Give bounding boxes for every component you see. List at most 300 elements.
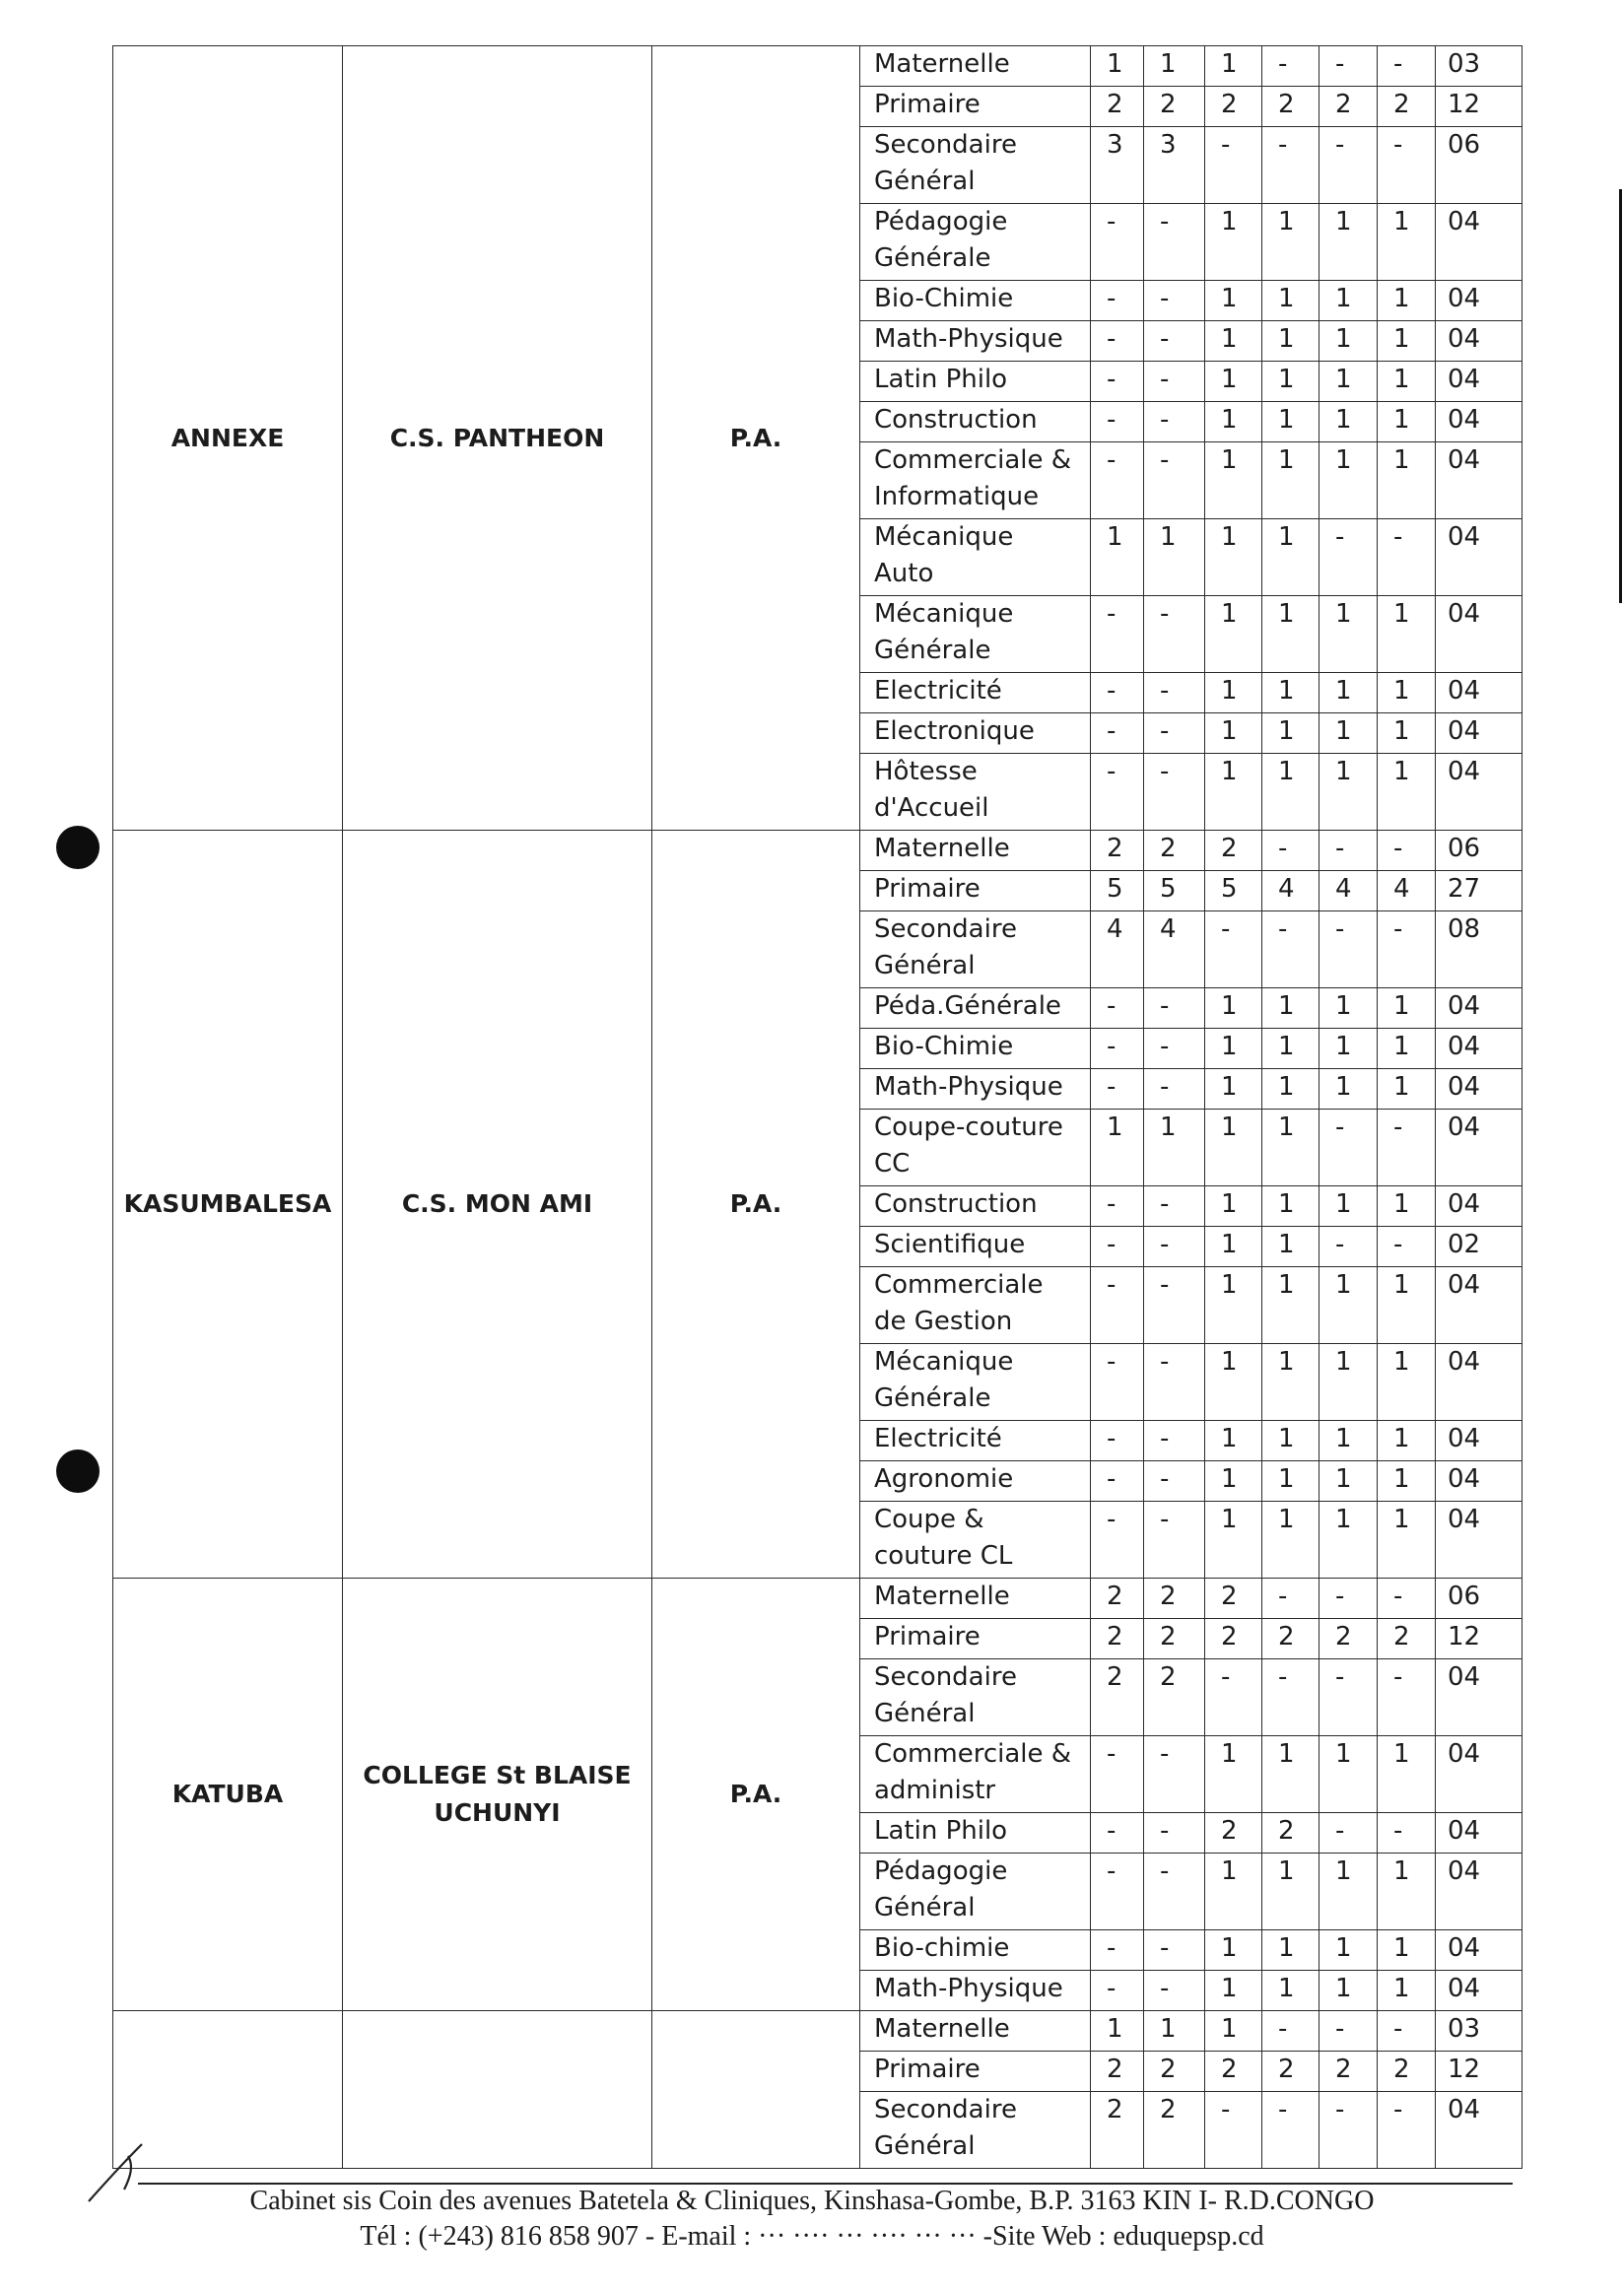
class-count-cell: -: [1091, 1461, 1144, 1502]
section-cell: Latin Philo: [860, 362, 1091, 402]
table-row: [113, 2011, 1522, 2052]
total-cell: 04: [1436, 1186, 1522, 1227]
class-count-cell: 1: [1320, 1069, 1378, 1110]
class-count-cell: 1: [1320, 673, 1378, 713]
class-count-cell: 2: [1091, 87, 1144, 127]
page-edge-mark: [1619, 189, 1622, 603]
class-count-cell: 2: [1205, 1579, 1262, 1619]
class-count-cell: 5: [1144, 871, 1205, 911]
class-count-cell: -: [1091, 754, 1144, 831]
class-count-cell: -: [1144, 321, 1205, 362]
total-cell: 12: [1436, 1619, 1522, 1659]
class-count-cell: -: [1144, 988, 1205, 1029]
class-count-cell: 1: [1262, 754, 1320, 831]
school-sections-table: [112, 45, 1522, 2169]
class-count-cell: 1: [1378, 713, 1436, 754]
class-count-cell: -: [1144, 1930, 1205, 1971]
class-count-cell: 1: [1144, 519, 1205, 596]
section-cell: Pédagogie Général: [860, 1854, 1091, 1930]
total-cell: 04: [1436, 204, 1522, 281]
class-count-cell: -: [1320, 519, 1378, 596]
class-count-cell: 1: [1205, 1502, 1262, 1579]
class-count-cell: 2: [1320, 87, 1378, 127]
class-count-cell: 1: [1262, 988, 1320, 1029]
section-cell: Pédagogie Générale: [860, 204, 1091, 281]
class-count-cell: -: [1205, 911, 1262, 988]
class-count-cell: 1: [1320, 204, 1378, 281]
class-count-cell: 2: [1205, 1619, 1262, 1659]
class-count-cell: 1: [1320, 1930, 1378, 1971]
class-count-cell: -: [1091, 1502, 1144, 1579]
class-count-cell: 1: [1320, 713, 1378, 754]
class-count-cell: 2: [1144, 1659, 1205, 1736]
class-count-cell: 2: [1091, 1619, 1144, 1659]
total-cell: 08: [1436, 911, 1522, 988]
section-cell: Primaire: [860, 87, 1091, 127]
class-count-cell: -: [1262, 1579, 1320, 1619]
total-cell: 04: [1436, 1421, 1522, 1461]
class-count-cell: 2: [1144, 87, 1205, 127]
section-cell: Primaire: [860, 871, 1091, 911]
school-cell: C.S. MON AMI: [343, 831, 652, 1579]
class-count-cell: 2: [1262, 87, 1320, 127]
class-count-cell: 1: [1205, 713, 1262, 754]
total-cell: 04: [1436, 1110, 1522, 1186]
total-cell: 04: [1436, 321, 1522, 362]
regime-cell: [652, 2011, 860, 2169]
class-count-cell: 2: [1144, 1619, 1205, 1659]
class-count-cell: 1: [1205, 1227, 1262, 1267]
class-count-cell: 1: [1320, 1461, 1378, 1502]
section-cell: Secondaire Général: [860, 1659, 1091, 1736]
class-count-cell: 1: [1262, 596, 1320, 673]
class-count-cell: -: [1091, 442, 1144, 519]
regime-cell: P.A.: [652, 831, 860, 1579]
section-cell: Secondaire Général: [860, 127, 1091, 204]
class-count-cell: 1: [1205, 1930, 1262, 1971]
footer-address: Cabinet sis Coin des avenues Batetela & Cliniques, Kinshasa-Gombe, B.P. 3163 KIN I- R.D.CONGO: [249, 2186, 1375, 2216]
class-count-cell: 1: [1320, 321, 1378, 362]
class-count-cell: 1: [1205, 1110, 1262, 1186]
class-count-cell: 1: [1378, 1930, 1436, 1971]
section-cell: Electronique: [860, 713, 1091, 754]
class-count-cell: -: [1378, 1110, 1436, 1186]
class-count-cell: 2: [1091, 1659, 1144, 1736]
class-count-cell: 1: [1378, 402, 1436, 442]
section-cell: Mécanique Générale: [860, 596, 1091, 673]
total-cell: 06: [1436, 1579, 1522, 1619]
class-count-cell: 1: [1378, 1854, 1436, 1930]
class-count-cell: -: [1091, 402, 1144, 442]
class-count-cell: -: [1091, 1344, 1144, 1421]
total-cell: 03: [1436, 2011, 1522, 2052]
class-count-cell: 1: [1320, 1421, 1378, 1461]
total-cell: 04: [1436, 1502, 1522, 1579]
class-count-cell: 1: [1262, 1227, 1320, 1267]
class-count-cell: -: [1091, 1854, 1144, 1930]
class-count-cell: -: [1378, 1813, 1436, 1854]
class-count-cell: -: [1144, 754, 1205, 831]
class-count-cell: 2: [1262, 2052, 1320, 2092]
section-cell: Péda.Générale: [860, 988, 1091, 1029]
class-count-cell: -: [1320, 2011, 1378, 2052]
class-count-cell: 2: [1320, 2052, 1378, 2092]
class-count-cell: 1: [1320, 1854, 1378, 1930]
class-count-cell: 1: [1262, 1344, 1320, 1421]
section-cell: Scientifique: [860, 1227, 1091, 1267]
total-cell: 04: [1436, 442, 1522, 519]
class-count-cell: 1: [1262, 1971, 1320, 2011]
section-cell: Math-Physique: [860, 1971, 1091, 2011]
class-count-cell: -: [1320, 831, 1378, 871]
class-count-cell: -: [1144, 1813, 1205, 1854]
section-cell: Maternelle: [860, 46, 1091, 87]
class-count-cell: 1: [1378, 362, 1436, 402]
section-cell: Agronomie: [860, 1461, 1091, 1502]
class-count-cell: -: [1144, 1186, 1205, 1227]
class-count-cell: 1: [1205, 2011, 1262, 2052]
section-cell: Hôtesse d'Accueil: [860, 754, 1091, 831]
class-count-cell: 1: [1320, 402, 1378, 442]
class-count-cell: 2: [1378, 2052, 1436, 2092]
class-count-cell: 1: [1320, 1971, 1378, 2011]
binder-hole-bottom: [56, 1449, 100, 1493]
class-count-cell: 1: [1144, 46, 1205, 87]
class-count-cell: -: [1144, 673, 1205, 713]
class-count-cell: 1: [1320, 362, 1378, 402]
class-count-cell: -: [1205, 2092, 1262, 2169]
class-count-cell: -: [1378, 519, 1436, 596]
class-count-cell: -: [1091, 1267, 1144, 1344]
class-count-cell: 1: [1378, 1971, 1436, 2011]
class-count-cell: 1: [1262, 1930, 1320, 1971]
class-count-cell: 1: [1378, 754, 1436, 831]
class-count-cell: 1: [1205, 673, 1262, 713]
section-cell: Commerciale & Informatique: [860, 442, 1091, 519]
class-count-cell: -: [1378, 1659, 1436, 1736]
section-cell: Bio-Chimie: [860, 1029, 1091, 1069]
class-count-cell: 1: [1262, 281, 1320, 321]
class-count-cell: 1: [1378, 1344, 1436, 1421]
class-count-cell: 1: [1205, 1029, 1262, 1069]
class-count-cell: 1: [1205, 519, 1262, 596]
class-count-cell: 1: [1262, 1186, 1320, 1227]
class-count-cell: 1: [1320, 596, 1378, 673]
class-count-cell: 1: [1262, 519, 1320, 596]
class-count-cell: -: [1320, 127, 1378, 204]
class-count-cell: -: [1144, 1736, 1205, 1813]
class-count-cell: 1: [1262, 713, 1320, 754]
class-count-cell: -: [1091, 673, 1144, 713]
class-count-cell: 1: [1262, 1854, 1320, 1930]
class-count-cell: 1: [1262, 1421, 1320, 1461]
class-count-cell: -: [1262, 2011, 1320, 2052]
total-cell: 04: [1436, 281, 1522, 321]
total-cell: 06: [1436, 127, 1522, 204]
class-count-cell: 4: [1320, 871, 1378, 911]
class-count-cell: 2: [1144, 2092, 1205, 2169]
total-cell: 04: [1436, 673, 1522, 713]
section-cell: Mécanique Générale: [860, 1344, 1091, 1421]
class-count-cell: -: [1205, 1659, 1262, 1736]
class-count-cell: -: [1320, 1110, 1378, 1186]
locality-cell: ANNEXE: [113, 46, 343, 831]
class-count-cell: 1: [1205, 204, 1262, 281]
section-cell: Construction: [860, 1186, 1091, 1227]
class-count-cell: -: [1262, 1659, 1320, 1736]
class-count-cell: -: [1144, 596, 1205, 673]
class-count-cell: -: [1091, 988, 1144, 1029]
class-count-cell: -: [1144, 402, 1205, 442]
class-count-cell: 1: [1091, 1110, 1144, 1186]
class-count-cell: -: [1091, 1421, 1144, 1461]
total-cell: 04: [1436, 713, 1522, 754]
total-cell: 04: [1436, 1029, 1522, 1069]
class-count-cell: 1: [1205, 442, 1262, 519]
class-count-cell: 4: [1144, 911, 1205, 988]
class-count-cell: 2: [1262, 1619, 1320, 1659]
class-count-cell: 1: [1262, 204, 1320, 281]
class-count-cell: 4: [1262, 871, 1320, 911]
class-count-cell: 1: [1262, 1069, 1320, 1110]
class-count-cell: -: [1144, 362, 1205, 402]
class-count-cell: -: [1320, 46, 1378, 87]
class-count-cell: -: [1144, 1069, 1205, 1110]
class-count-cell: -: [1091, 713, 1144, 754]
binder-hole-top: [56, 826, 100, 869]
total-cell: 12: [1436, 2052, 1522, 2092]
class-count-cell: -: [1320, 1813, 1378, 1854]
regime-cell: P.A.: [652, 46, 860, 831]
class-count-cell: 2: [1091, 1579, 1144, 1619]
total-cell: 12: [1436, 87, 1522, 127]
class-count-cell: 2: [1378, 87, 1436, 127]
class-count-cell: 1: [1205, 1344, 1262, 1421]
section-cell: Electricité: [860, 673, 1091, 713]
class-count-cell: -: [1320, 2092, 1378, 2169]
class-count-cell: -: [1144, 1344, 1205, 1421]
class-count-cell: 1: [1205, 281, 1262, 321]
class-count-cell: -: [1378, 127, 1436, 204]
total-cell: 04: [1436, 2092, 1522, 2169]
class-count-cell: -: [1378, 2011, 1436, 2052]
class-count-cell: 1: [1262, 1502, 1320, 1579]
class-count-cell: -: [1205, 127, 1262, 204]
class-count-cell: 3: [1091, 127, 1144, 204]
class-count-cell: 1: [1262, 1736, 1320, 1813]
table-row: [113, 46, 1522, 87]
class-count-cell: 1: [1262, 1029, 1320, 1069]
section-cell: Secondaire Général: [860, 911, 1091, 988]
class-count-cell: 1: [1320, 1344, 1378, 1421]
class-count-cell: -: [1378, 911, 1436, 988]
class-count-cell: -: [1091, 1813, 1144, 1854]
class-count-cell: 2: [1091, 2092, 1144, 2169]
class-count-cell: -: [1262, 127, 1320, 204]
footer-contact: Tél : (+243) 816 858 907 - E-mail : ··· ···· ··· ···· ··· ··· -Site Web : eduquepsp.cd: [360, 2221, 1264, 2252]
class-count-cell: 1: [1205, 46, 1262, 87]
class-count-cell: 1: [1378, 1461, 1436, 1502]
class-count-cell: 5: [1205, 871, 1262, 911]
class-count-cell: 1: [1320, 442, 1378, 519]
class-count-cell: -: [1262, 46, 1320, 87]
class-count-cell: 1: [1205, 1186, 1262, 1227]
section-cell: Maternelle: [860, 831, 1091, 871]
class-count-cell: 2: [1144, 1579, 1205, 1619]
class-count-cell: 2: [1091, 2052, 1144, 2092]
total-cell: 04: [1436, 362, 1522, 402]
total-cell: 04: [1436, 1813, 1522, 1854]
total-cell: 02: [1436, 1227, 1522, 1267]
class-count-cell: -: [1091, 321, 1144, 362]
class-count-cell: -: [1378, 831, 1436, 871]
class-count-cell: -: [1378, 1227, 1436, 1267]
class-count-cell: -: [1378, 1579, 1436, 1619]
class-count-cell: 2: [1144, 831, 1205, 871]
class-count-cell: 1: [1378, 442, 1436, 519]
class-count-cell: 2: [1320, 1619, 1378, 1659]
class-count-cell: -: [1144, 1461, 1205, 1502]
section-cell: Coupe & couture CL: [860, 1502, 1091, 1579]
class-count-cell: 1: [1262, 402, 1320, 442]
section-cell: Maternelle: [860, 2011, 1091, 2052]
total-cell: 04: [1436, 1344, 1522, 1421]
class-count-cell: -: [1262, 831, 1320, 871]
class-count-cell: 1: [1205, 1854, 1262, 1930]
class-count-cell: 1: [1205, 1069, 1262, 1110]
table-row: [113, 831, 1522, 871]
section-cell: Commerciale & administr: [860, 1736, 1091, 1813]
class-count-cell: 1: [1378, 1267, 1436, 1344]
section-cell: Secondaire Général: [860, 2092, 1091, 2169]
class-count-cell: 1: [1091, 2011, 1144, 2052]
total-cell: 04: [1436, 1736, 1522, 1813]
total-cell: 04: [1436, 754, 1522, 831]
class-count-cell: 1: [1205, 754, 1262, 831]
class-count-cell: 1: [1144, 2011, 1205, 2052]
class-count-cell: 1: [1262, 442, 1320, 519]
class-count-cell: -: [1091, 281, 1144, 321]
section-cell: Maternelle: [860, 1579, 1091, 1619]
class-count-cell: -: [1320, 1579, 1378, 1619]
class-count-cell: 1: [1378, 673, 1436, 713]
total-cell: 27: [1436, 871, 1522, 911]
class-count-cell: 1: [1378, 1029, 1436, 1069]
class-count-cell: -: [1091, 362, 1144, 402]
class-count-cell: 2: [1205, 2052, 1262, 2092]
class-count-cell: -: [1091, 1029, 1144, 1069]
section-cell: Math-Physique: [860, 1069, 1091, 1110]
total-cell: 04: [1436, 1461, 1522, 1502]
class-count-cell: 1: [1262, 321, 1320, 362]
regime-cell: P.A.: [652, 1579, 860, 2011]
class-count-cell: -: [1144, 204, 1205, 281]
total-cell: 04: [1436, 1971, 1522, 2011]
class-count-cell: -: [1091, 1930, 1144, 1971]
class-count-cell: 1: [1262, 362, 1320, 402]
class-count-cell: 4: [1378, 871, 1436, 911]
total-cell: 04: [1436, 988, 1522, 1029]
total-cell: 04: [1436, 1930, 1522, 1971]
class-count-cell: 1: [1320, 1029, 1378, 1069]
class-count-cell: 1: [1091, 46, 1144, 87]
class-count-cell: 1: [1262, 1461, 1320, 1502]
class-count-cell: -: [1320, 1227, 1378, 1267]
section-cell: Bio-Chimie: [860, 281, 1091, 321]
class-count-cell: 2: [1205, 831, 1262, 871]
class-count-cell: 1: [1262, 1110, 1320, 1186]
section-cell: Commerciale de Gestion: [860, 1267, 1091, 1344]
total-cell: 06: [1436, 831, 1522, 871]
class-count-cell: 2: [1205, 1813, 1262, 1854]
class-count-cell: -: [1144, 1502, 1205, 1579]
total-cell: 04: [1436, 402, 1522, 442]
class-count-cell: 1: [1378, 281, 1436, 321]
class-count-cell: 1: [1205, 402, 1262, 442]
section-cell: Mécanique Auto: [860, 519, 1091, 596]
locality-cell: KATUBA: [113, 1579, 343, 2011]
class-count-cell: -: [1144, 1421, 1205, 1461]
class-count-cell: 1: [1320, 1502, 1378, 1579]
table-row: [113, 1579, 1522, 1619]
class-count-cell: 1: [1378, 596, 1436, 673]
total-cell: 04: [1436, 519, 1522, 596]
class-count-cell: 2: [1205, 87, 1262, 127]
class-count-cell: 1: [1320, 1267, 1378, 1344]
class-count-cell: -: [1262, 2092, 1320, 2169]
section-cell: Coupe-couture CC: [860, 1110, 1091, 1186]
class-count-cell: -: [1378, 46, 1436, 87]
section-cell: Bio-chimie: [860, 1930, 1091, 1971]
class-count-cell: 1: [1091, 519, 1144, 596]
total-cell: 04: [1436, 1854, 1522, 1930]
class-count-cell: 1: [1378, 1502, 1436, 1579]
class-count-cell: 1: [1205, 362, 1262, 402]
class-count-cell: -: [1144, 1971, 1205, 2011]
class-count-cell: 2: [1144, 2052, 1205, 2092]
class-count-cell: 1: [1378, 1421, 1436, 1461]
section-cell: Math-Physique: [860, 321, 1091, 362]
class-count-cell: 1: [1378, 988, 1436, 1029]
class-count-cell: 5: [1091, 871, 1144, 911]
class-count-cell: 1: [1378, 1069, 1436, 1110]
locality-cell: KASUMBALESA: [113, 831, 343, 1579]
total-cell: 04: [1436, 1267, 1522, 1344]
section-cell: Primaire: [860, 2052, 1091, 2092]
class-count-cell: 1: [1144, 1110, 1205, 1186]
footer-rule: [138, 2183, 1513, 2185]
total-cell: 03: [1436, 46, 1522, 87]
class-count-cell: 1: [1205, 1461, 1262, 1502]
class-count-cell: -: [1320, 1659, 1378, 1736]
total-cell: 04: [1436, 1069, 1522, 1110]
class-count-cell: -: [1091, 1736, 1144, 1813]
school-cell: C.S. PANTHEON: [343, 46, 652, 831]
class-count-cell: 2: [1378, 1619, 1436, 1659]
class-count-cell: 1: [1320, 988, 1378, 1029]
class-count-cell: -: [1144, 1029, 1205, 1069]
class-count-cell: 1: [1205, 596, 1262, 673]
class-count-cell: -: [1320, 911, 1378, 988]
class-count-cell: 1: [1205, 988, 1262, 1029]
class-count-cell: -: [1144, 1854, 1205, 1930]
class-count-cell: 1: [1205, 1421, 1262, 1461]
class-count-cell: 1: [1262, 1267, 1320, 1344]
class-count-cell: 1: [1262, 673, 1320, 713]
class-count-cell: 1: [1205, 1267, 1262, 1344]
class-count-cell: -: [1144, 713, 1205, 754]
total-cell: 04: [1436, 1659, 1522, 1736]
